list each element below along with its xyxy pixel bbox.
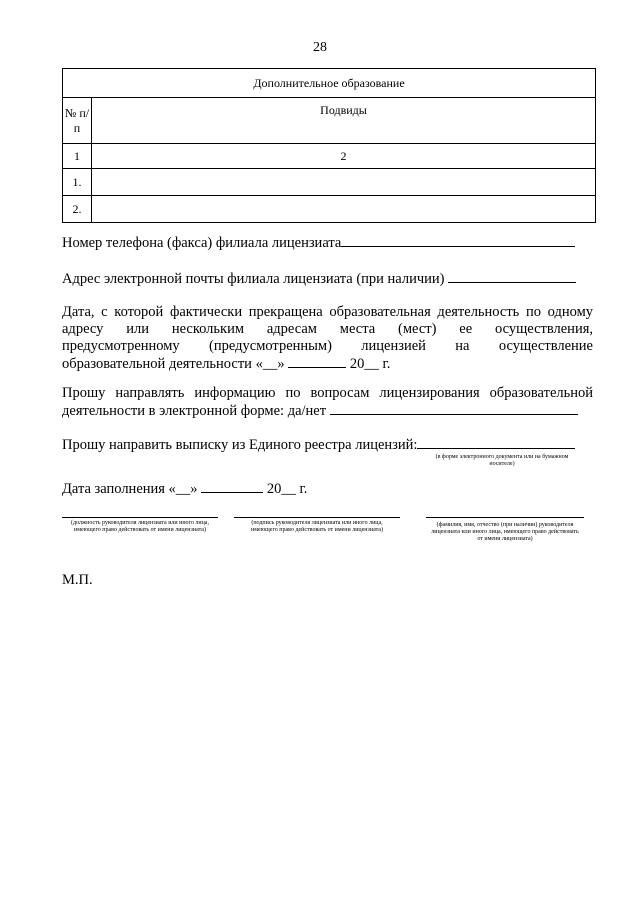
date-stop-prefix: образовательной деятельности «__»	[62, 356, 285, 372]
request-info-paragraph	[62, 385, 593, 420]
phone-blank[interactable]	[341, 234, 575, 247]
fill-date-month-blank[interactable]	[201, 480, 263, 493]
education-table	[62, 68, 596, 223]
table-index-row	[63, 144, 596, 169]
fill-date-prefix: Дата заполнения «__»	[62, 481, 198, 497]
index-col1: 1	[63, 144, 92, 169]
request-info-blank[interactable]	[330, 402, 578, 415]
date-stop-paragraph	[62, 304, 593, 373]
email-blank[interactable]	[448, 270, 576, 283]
request-extract-label: Прошу направить выписку из Единого реестра лицензий:	[62, 437, 418, 453]
date-stop-line3: предусмотренному (предусмотренным) лицензией на осуществление	[62, 338, 593, 354]
table-title-row	[63, 69, 596, 98]
position-note: (должность руководителя лицензиата или иного лица, имеющего право действовать от имени лицензиата)	[71, 520, 209, 533]
name-signature-line[interactable]	[426, 517, 584, 518]
date-stop-line1: Дата, с которой фактически прекращена образовательная деятельность по одному	[62, 304, 593, 320]
fill-date-suffix: 20__ г.	[266, 481, 308, 497]
request-extract-note: (в форме электронного документа или на бумажном носителе)	[435, 454, 569, 467]
col-subtypes-header: Подвиды	[92, 98, 596, 144]
signature-line[interactable]	[234, 517, 400, 518]
request-info-line2	[62, 402, 593, 420]
date-stop-line4	[62, 355, 593, 373]
index-col2: 2	[92, 144, 596, 169]
row-value[interactable]	[92, 196, 596, 223]
fill-date-line	[62, 480, 462, 498]
email-label: Адрес электронной почты филиала лицензиата (при наличии)	[62, 271, 445, 287]
request-info-line1: Прошу направлять информацию по вопросам лицензирования образовательной	[62, 385, 593, 401]
phone-line	[62, 234, 602, 252]
date-stop-suffix: 20__ г.	[349, 356, 391, 372]
table-row	[63, 169, 596, 196]
row-number: 1.	[63, 169, 92, 196]
request-extract-blank[interactable]	[417, 436, 575, 449]
date-stop-month-blank[interactable]	[288, 355, 346, 368]
phone-label: Номер телефона (факса) филиала лицензиата	[62, 235, 342, 251]
page-number: 28	[313, 40, 327, 55]
signature-note: (подпись руководителя лицензиата или иного лица, имеющего право действовать от имени лицензиата)	[251, 520, 383, 533]
row-number: 2.	[63, 196, 92, 223]
table-title: Дополнительное образование	[63, 69, 596, 98]
table-header-row	[63, 98, 596, 144]
request-extract-line	[62, 436, 602, 454]
name-note: (фамилия, имя, отчество (при наличии) руководителя лицензиата или иного лица, имеющего право действовать от имени лицензиата)	[431, 522, 579, 542]
table-row	[63, 196, 596, 223]
row-value[interactable]	[92, 169, 596, 196]
position-signature-line[interactable]	[62, 517, 218, 518]
date-stop-line2: адресу или нескольким адресам места (мест) ее осуществления,	[62, 321, 593, 337]
col-number-header: № п/п	[63, 98, 92, 144]
email-line	[62, 270, 602, 288]
stamp-label: М.П.	[62, 572, 93, 588]
request-info-label: деятельности в электронной форме: да/нет	[62, 403, 327, 419]
